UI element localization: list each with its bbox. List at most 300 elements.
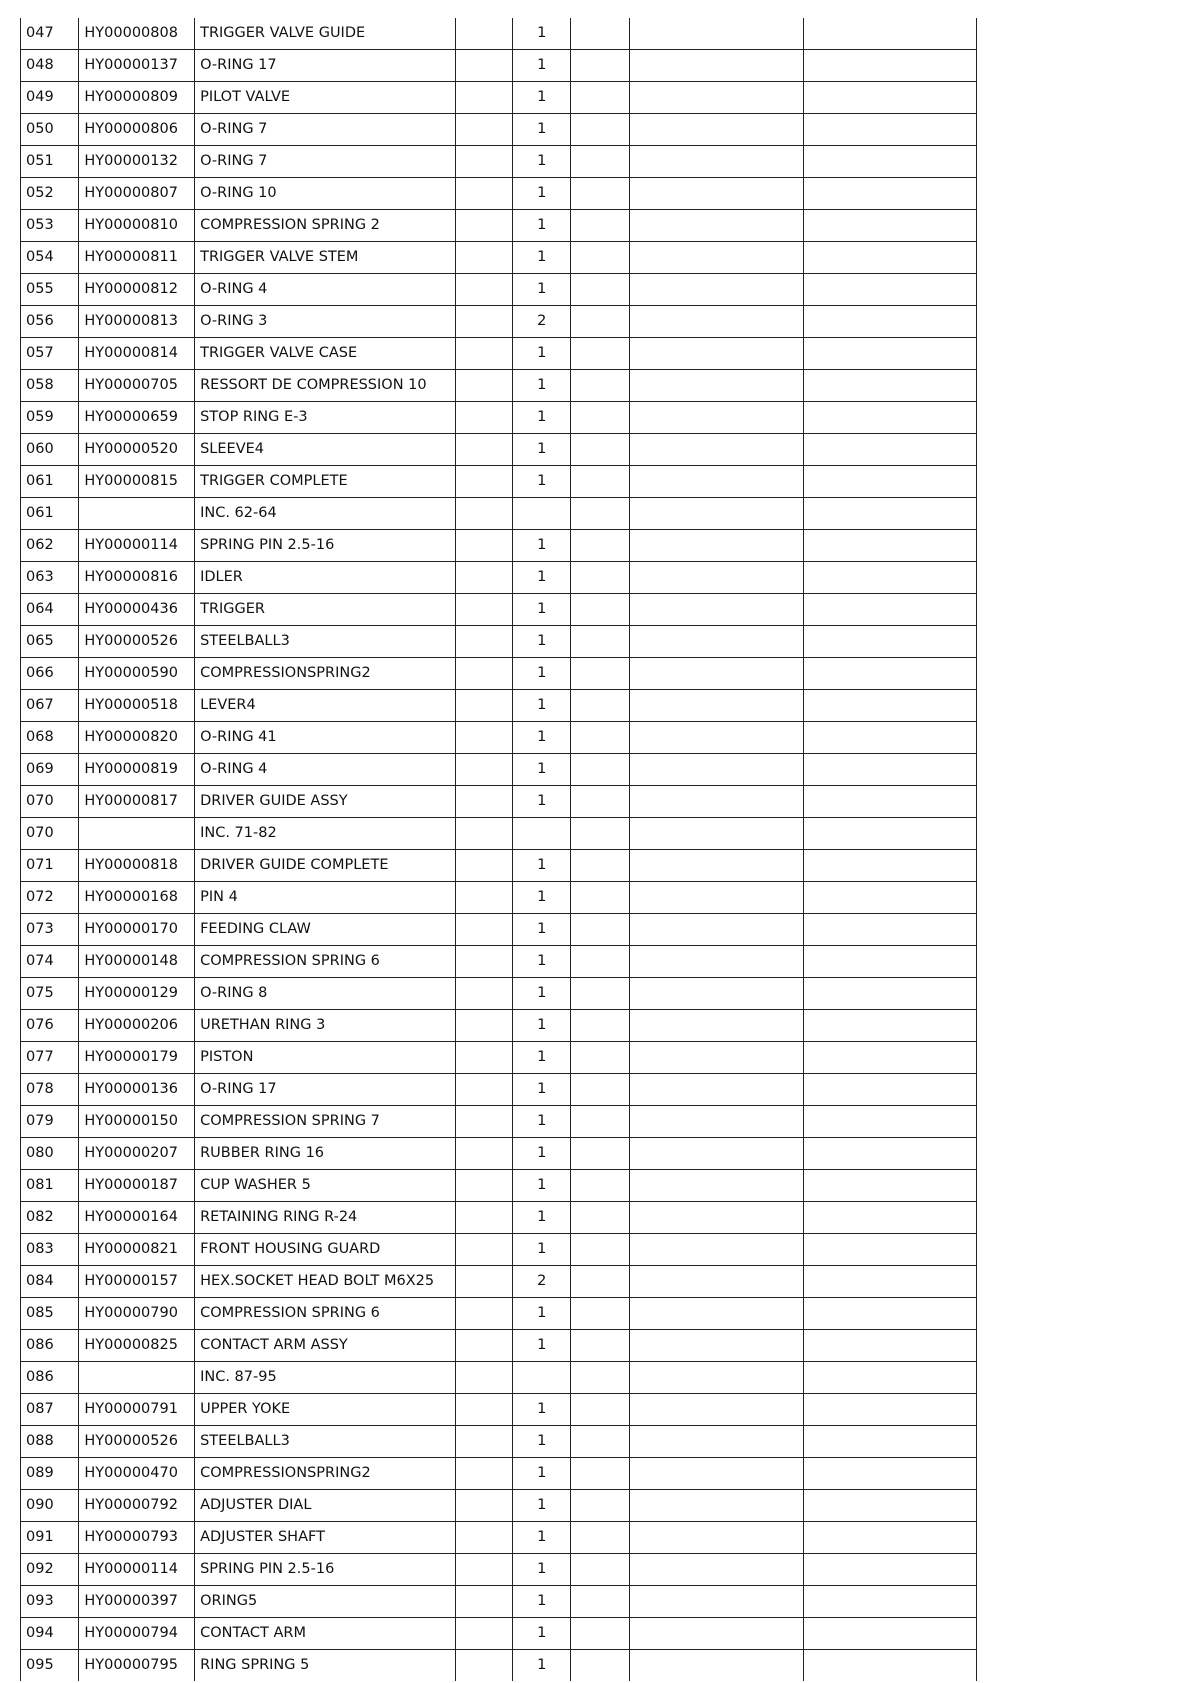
empty-cell xyxy=(455,338,512,370)
empty-cell xyxy=(803,1298,976,1330)
empty-cell xyxy=(571,114,629,146)
part-code-cell: HY00000811 xyxy=(79,242,195,274)
empty-cell xyxy=(455,50,512,82)
description-cell: PISTON xyxy=(195,1042,456,1074)
empty-cell xyxy=(803,1170,976,1202)
table-row xyxy=(21,1618,977,1650)
description-cell: COMPRESSION SPRING 6 xyxy=(195,946,456,978)
description-cell: ADJUSTER SHAFT xyxy=(195,1522,456,1554)
empty-cell xyxy=(803,786,976,818)
description-cell: O-RING 41 xyxy=(195,722,456,754)
item-number-cell: 088 xyxy=(21,1426,79,1458)
empty-cell xyxy=(803,18,976,50)
empty-cell xyxy=(803,498,976,530)
empty-cell xyxy=(629,402,803,434)
empty-cell xyxy=(571,82,629,114)
empty-cell xyxy=(455,626,512,658)
empty-cell xyxy=(629,498,803,530)
empty-cell xyxy=(455,818,512,850)
table-row xyxy=(21,82,977,114)
table-row xyxy=(21,1522,977,1554)
quantity-cell: 1 xyxy=(513,402,571,434)
table-row xyxy=(21,1586,977,1618)
empty-cell xyxy=(455,1330,512,1362)
empty-cell xyxy=(629,1170,803,1202)
item-number-cell: 057 xyxy=(21,338,79,370)
description-cell: O-RING 7 xyxy=(195,146,456,178)
empty-cell xyxy=(629,914,803,946)
empty-cell xyxy=(629,1202,803,1234)
empty-cell xyxy=(629,1586,803,1618)
item-number-cell: 065 xyxy=(21,626,79,658)
empty-cell xyxy=(571,1138,629,1170)
table-row xyxy=(21,1650,977,1682)
item-number-cell: 074 xyxy=(21,946,79,978)
empty-cell xyxy=(803,530,976,562)
quantity-cell: 1 xyxy=(513,530,571,562)
part-code-cell: HY00000818 xyxy=(79,850,195,882)
description-cell: RING SPRING 5 xyxy=(195,1650,456,1682)
empty-cell xyxy=(629,1362,803,1394)
empty-cell xyxy=(629,882,803,914)
empty-cell xyxy=(629,690,803,722)
description-cell: STOP RING E-3 xyxy=(195,402,456,434)
table-row xyxy=(21,402,977,434)
empty-cell xyxy=(455,306,512,338)
empty-cell xyxy=(455,1554,512,1586)
empty-cell xyxy=(629,1426,803,1458)
quantity-cell: 1 xyxy=(513,1426,571,1458)
quantity-cell: 1 xyxy=(513,690,571,722)
description-cell: UPPER YOKE xyxy=(195,1394,456,1426)
empty-cell xyxy=(571,306,629,338)
item-number-cell: 082 xyxy=(21,1202,79,1234)
item-number-cell: 091 xyxy=(21,1522,79,1554)
quantity-cell: 1 xyxy=(513,82,571,114)
empty-cell xyxy=(455,562,512,594)
description-cell: FEEDING CLAW xyxy=(195,914,456,946)
empty-cell xyxy=(629,1042,803,1074)
empty-cell xyxy=(629,562,803,594)
quantity-cell: 1 xyxy=(513,850,571,882)
item-number-cell: 079 xyxy=(21,1106,79,1138)
quantity-cell: 1 xyxy=(513,1394,571,1426)
empty-cell xyxy=(629,1618,803,1650)
quantity-cell: 1 xyxy=(513,466,571,498)
table-row xyxy=(21,1426,977,1458)
empty-cell xyxy=(803,946,976,978)
description-cell: O-RING 17 xyxy=(195,1074,456,1106)
empty-cell xyxy=(803,850,976,882)
part-code-cell: HY00000816 xyxy=(79,562,195,594)
part-code-cell: HY00000129 xyxy=(79,978,195,1010)
part-code-cell: HY00000207 xyxy=(79,1138,195,1170)
table-row xyxy=(21,914,977,946)
quantity-cell: 1 xyxy=(513,1170,571,1202)
item-number-cell: 078 xyxy=(21,1074,79,1106)
table-row xyxy=(21,1074,977,1106)
part-code-cell: HY00000819 xyxy=(79,754,195,786)
item-number-cell: 084 xyxy=(21,1266,79,1298)
empty-cell xyxy=(803,1010,976,1042)
empty-cell xyxy=(629,1074,803,1106)
empty-cell xyxy=(803,210,976,242)
empty-cell xyxy=(629,370,803,402)
part-code-cell: HY00000809 xyxy=(79,82,195,114)
table-row xyxy=(21,722,977,754)
description-cell: COMPRESSIONSPRING2 xyxy=(195,658,456,690)
item-number-cell: 085 xyxy=(21,1298,79,1330)
empty-cell xyxy=(455,1010,512,1042)
item-number-cell: 058 xyxy=(21,370,79,402)
quantity-cell: 1 xyxy=(513,114,571,146)
empty-cell xyxy=(455,1042,512,1074)
table-row xyxy=(21,146,977,178)
empty-cell xyxy=(571,210,629,242)
description-cell: STEELBALL3 xyxy=(195,1426,456,1458)
item-number-cell: 086 xyxy=(21,1362,79,1394)
quantity-cell: 1 xyxy=(513,274,571,306)
empty-cell xyxy=(803,562,976,594)
part-code-cell: HY00000817 xyxy=(79,786,195,818)
description-cell: O-RING 17 xyxy=(195,50,456,82)
quantity-cell: 1 xyxy=(513,626,571,658)
quantity-cell: 1 xyxy=(513,562,571,594)
part-code-cell: HY00000137 xyxy=(79,50,195,82)
empty-cell xyxy=(629,178,803,210)
empty-cell xyxy=(803,914,976,946)
quantity-cell xyxy=(513,818,571,850)
empty-cell xyxy=(455,1362,512,1394)
empty-cell xyxy=(803,626,976,658)
quantity-cell: 1 xyxy=(513,146,571,178)
quantity-cell: 1 xyxy=(513,1618,571,1650)
empty-cell xyxy=(455,1170,512,1202)
empty-cell xyxy=(803,818,976,850)
empty-cell xyxy=(803,370,976,402)
description-cell: INC. 62-64 xyxy=(195,498,456,530)
empty-cell xyxy=(803,466,976,498)
quantity-cell: 1 xyxy=(513,1458,571,1490)
description-cell: FRONT HOUSING GUARD xyxy=(195,1234,456,1266)
empty-cell xyxy=(455,210,512,242)
table-row xyxy=(21,274,977,306)
table-row xyxy=(21,242,977,274)
empty-cell xyxy=(629,434,803,466)
description-cell: SLEEVE4 xyxy=(195,434,456,466)
item-number-cell: 048 xyxy=(21,50,79,82)
empty-cell xyxy=(571,370,629,402)
empty-cell xyxy=(571,1042,629,1074)
part-code-cell: HY00000810 xyxy=(79,210,195,242)
quantity-cell: 1 xyxy=(513,1106,571,1138)
empty-cell xyxy=(803,594,976,626)
description-cell: INC. 87-95 xyxy=(195,1362,456,1394)
quantity-cell: 1 xyxy=(513,338,571,370)
empty-cell xyxy=(629,82,803,114)
table-row xyxy=(21,978,977,1010)
empty-cell xyxy=(629,754,803,786)
empty-cell xyxy=(571,1234,629,1266)
empty-cell xyxy=(455,82,512,114)
empty-cell xyxy=(629,818,803,850)
empty-cell xyxy=(571,466,629,498)
table-row xyxy=(21,690,977,722)
table-row xyxy=(21,370,977,402)
part-code-cell: HY00000114 xyxy=(79,1554,195,1586)
empty-cell xyxy=(629,1266,803,1298)
empty-cell xyxy=(455,1138,512,1170)
quantity-cell: 1 xyxy=(513,882,571,914)
description-cell: STEELBALL3 xyxy=(195,626,456,658)
table-row xyxy=(21,1394,977,1426)
empty-cell xyxy=(803,1394,976,1426)
table-row xyxy=(21,114,977,146)
empty-cell xyxy=(455,1586,512,1618)
description-cell: CONTACT ARM xyxy=(195,1618,456,1650)
quantity-cell: 1 xyxy=(513,1074,571,1106)
part-code-cell: HY00000136 xyxy=(79,1074,195,1106)
item-number-cell: 092 xyxy=(21,1554,79,1586)
part-code-cell xyxy=(79,498,195,530)
description-cell: O-RING 10 xyxy=(195,178,456,210)
quantity-cell: 2 xyxy=(513,306,571,338)
table-row xyxy=(21,498,977,530)
quantity-cell: 1 xyxy=(513,914,571,946)
empty-cell xyxy=(629,1554,803,1586)
quantity-cell: 1 xyxy=(513,946,571,978)
empty-cell xyxy=(803,1458,976,1490)
part-code-cell: HY00000806 xyxy=(79,114,195,146)
quantity-cell: 1 xyxy=(513,1330,571,1362)
item-number-cell: 089 xyxy=(21,1458,79,1490)
empty-cell xyxy=(455,1650,512,1682)
description-cell: O-RING 4 xyxy=(195,274,456,306)
description-cell: COMPRESSIONSPRING2 xyxy=(195,1458,456,1490)
table-row xyxy=(21,658,977,690)
empty-cell xyxy=(571,338,629,370)
empty-cell xyxy=(455,1106,512,1138)
empty-cell xyxy=(803,178,976,210)
part-code-cell xyxy=(79,1362,195,1394)
description-cell: SPRING PIN 2.5-16 xyxy=(195,1554,456,1586)
empty-cell xyxy=(455,946,512,978)
empty-cell xyxy=(455,754,512,786)
item-number-cell: 054 xyxy=(21,242,79,274)
empty-cell xyxy=(455,114,512,146)
table-row xyxy=(21,1042,977,1074)
item-number-cell: 070 xyxy=(21,786,79,818)
item-number-cell: 075 xyxy=(21,978,79,1010)
empty-cell xyxy=(571,178,629,210)
empty-cell xyxy=(629,1106,803,1138)
empty-cell xyxy=(803,690,976,722)
table-row xyxy=(21,1330,977,1362)
empty-cell xyxy=(803,1554,976,1586)
empty-cell xyxy=(455,274,512,306)
part-code-cell: HY00000825 xyxy=(79,1330,195,1362)
empty-cell xyxy=(629,466,803,498)
empty-cell xyxy=(629,1298,803,1330)
empty-cell xyxy=(629,146,803,178)
empty-cell xyxy=(571,18,629,50)
table-row xyxy=(21,178,977,210)
part-code-cell: HY00000794 xyxy=(79,1618,195,1650)
item-number-cell: 067 xyxy=(21,690,79,722)
part-code-cell: HY00000795 xyxy=(79,1650,195,1682)
empty-cell xyxy=(803,978,976,1010)
empty-cell xyxy=(803,1490,976,1522)
quantity-cell xyxy=(513,1362,571,1394)
quantity-cell: 1 xyxy=(513,1298,571,1330)
quantity-cell: 2 xyxy=(513,1266,571,1298)
item-number-cell: 095 xyxy=(21,1650,79,1682)
empty-cell xyxy=(571,882,629,914)
table-row xyxy=(21,434,977,466)
empty-cell xyxy=(803,402,976,434)
description-cell: COMPRESSION SPRING 6 xyxy=(195,1298,456,1330)
quantity-cell: 1 xyxy=(513,1522,571,1554)
table-row xyxy=(21,1298,977,1330)
table-row xyxy=(21,818,977,850)
empty-cell xyxy=(803,434,976,466)
description-cell: O-RING 4 xyxy=(195,754,456,786)
empty-cell xyxy=(803,1266,976,1298)
description-cell: IDLER xyxy=(195,562,456,594)
empty-cell xyxy=(629,1234,803,1266)
empty-cell xyxy=(629,242,803,274)
empty-cell xyxy=(629,1330,803,1362)
empty-cell xyxy=(571,1522,629,1554)
description-cell: COMPRESSION SPRING 7 xyxy=(195,1106,456,1138)
empty-cell xyxy=(455,658,512,690)
empty-cell xyxy=(629,18,803,50)
empty-cell xyxy=(455,370,512,402)
empty-cell xyxy=(803,1074,976,1106)
quantity-cell: 1 xyxy=(513,1490,571,1522)
description-cell: PILOT VALVE xyxy=(195,82,456,114)
table-row xyxy=(21,850,977,882)
empty-cell xyxy=(803,242,976,274)
empty-cell xyxy=(571,914,629,946)
empty-cell xyxy=(629,1010,803,1042)
empty-cell xyxy=(571,626,629,658)
empty-cell xyxy=(571,1554,629,1586)
empty-cell xyxy=(571,850,629,882)
item-number-cell: 063 xyxy=(21,562,79,594)
empty-cell xyxy=(455,178,512,210)
empty-cell xyxy=(629,658,803,690)
item-number-cell: 056 xyxy=(21,306,79,338)
empty-cell xyxy=(571,146,629,178)
empty-cell xyxy=(629,946,803,978)
part-code-cell: HY00000518 xyxy=(79,690,195,722)
item-number-cell: 093 xyxy=(21,1586,79,1618)
item-number-cell: 061 xyxy=(21,466,79,498)
description-cell: RETAINING RING R-24 xyxy=(195,1202,456,1234)
empty-cell xyxy=(455,1234,512,1266)
table-row xyxy=(21,626,977,658)
description-cell: TRIGGER VALVE STEM xyxy=(195,242,456,274)
item-number-cell: 064 xyxy=(21,594,79,626)
empty-cell xyxy=(571,1458,629,1490)
empty-cell xyxy=(803,722,976,754)
empty-cell xyxy=(455,434,512,466)
empty-cell xyxy=(455,978,512,1010)
part-code-cell: HY00000157 xyxy=(79,1266,195,1298)
item-number-cell: 053 xyxy=(21,210,79,242)
item-number-cell: 066 xyxy=(21,658,79,690)
empty-cell xyxy=(455,466,512,498)
item-number-cell: 051 xyxy=(21,146,79,178)
empty-cell xyxy=(571,498,629,530)
description-cell: SPRING PIN 2.5-16 xyxy=(195,530,456,562)
empty-cell xyxy=(571,722,629,754)
table-row xyxy=(21,562,977,594)
quantity-cell: 1 xyxy=(513,370,571,402)
empty-cell xyxy=(629,114,803,146)
empty-cell xyxy=(803,50,976,82)
empty-cell xyxy=(803,882,976,914)
item-number-cell: 090 xyxy=(21,1490,79,1522)
description-cell: DRIVER GUIDE COMPLETE xyxy=(195,850,456,882)
empty-cell xyxy=(629,594,803,626)
empty-cell xyxy=(629,1458,803,1490)
empty-cell xyxy=(571,1298,629,1330)
description-cell: TRIGGER COMPLETE xyxy=(195,466,456,498)
item-number-cell: 070 xyxy=(21,818,79,850)
description-cell: DRIVER GUIDE ASSY xyxy=(195,786,456,818)
part-code-cell: HY00000815 xyxy=(79,466,195,498)
part-code-cell: HY00000179 xyxy=(79,1042,195,1074)
empty-cell xyxy=(571,1362,629,1394)
empty-cell xyxy=(571,274,629,306)
quantity-cell: 1 xyxy=(513,178,571,210)
part-code-cell: HY00000520 xyxy=(79,434,195,466)
part-code-cell: HY00000148 xyxy=(79,946,195,978)
table-row xyxy=(21,1266,977,1298)
part-code-cell: HY00000436 xyxy=(79,594,195,626)
empty-cell xyxy=(571,754,629,786)
description-cell: TRIGGER xyxy=(195,594,456,626)
quantity-cell: 1 xyxy=(513,210,571,242)
empty-cell xyxy=(629,786,803,818)
quantity-cell: 1 xyxy=(513,978,571,1010)
part-code-cell: HY00000132 xyxy=(79,146,195,178)
description-cell: URETHAN RING 3 xyxy=(195,1010,456,1042)
empty-cell xyxy=(571,1586,629,1618)
table-row xyxy=(21,1458,977,1490)
empty-cell xyxy=(571,1426,629,1458)
item-number-cell: 071 xyxy=(21,850,79,882)
empty-cell xyxy=(571,786,629,818)
description-cell: COMPRESSION SPRING 2 xyxy=(195,210,456,242)
part-code-cell: HY00000808 xyxy=(79,18,195,50)
empty-cell xyxy=(803,754,976,786)
empty-cell xyxy=(455,722,512,754)
part-code-cell: HY00000821 xyxy=(79,1234,195,1266)
empty-cell xyxy=(629,1394,803,1426)
empty-cell xyxy=(455,1394,512,1426)
part-code-cell: HY00000397 xyxy=(79,1586,195,1618)
empty-cell xyxy=(571,1266,629,1298)
empty-cell xyxy=(803,1650,976,1682)
empty-cell xyxy=(571,1106,629,1138)
item-number-cell: 086 xyxy=(21,1330,79,1362)
empty-cell xyxy=(803,146,976,178)
empty-cell xyxy=(629,210,803,242)
table-row xyxy=(21,1170,977,1202)
